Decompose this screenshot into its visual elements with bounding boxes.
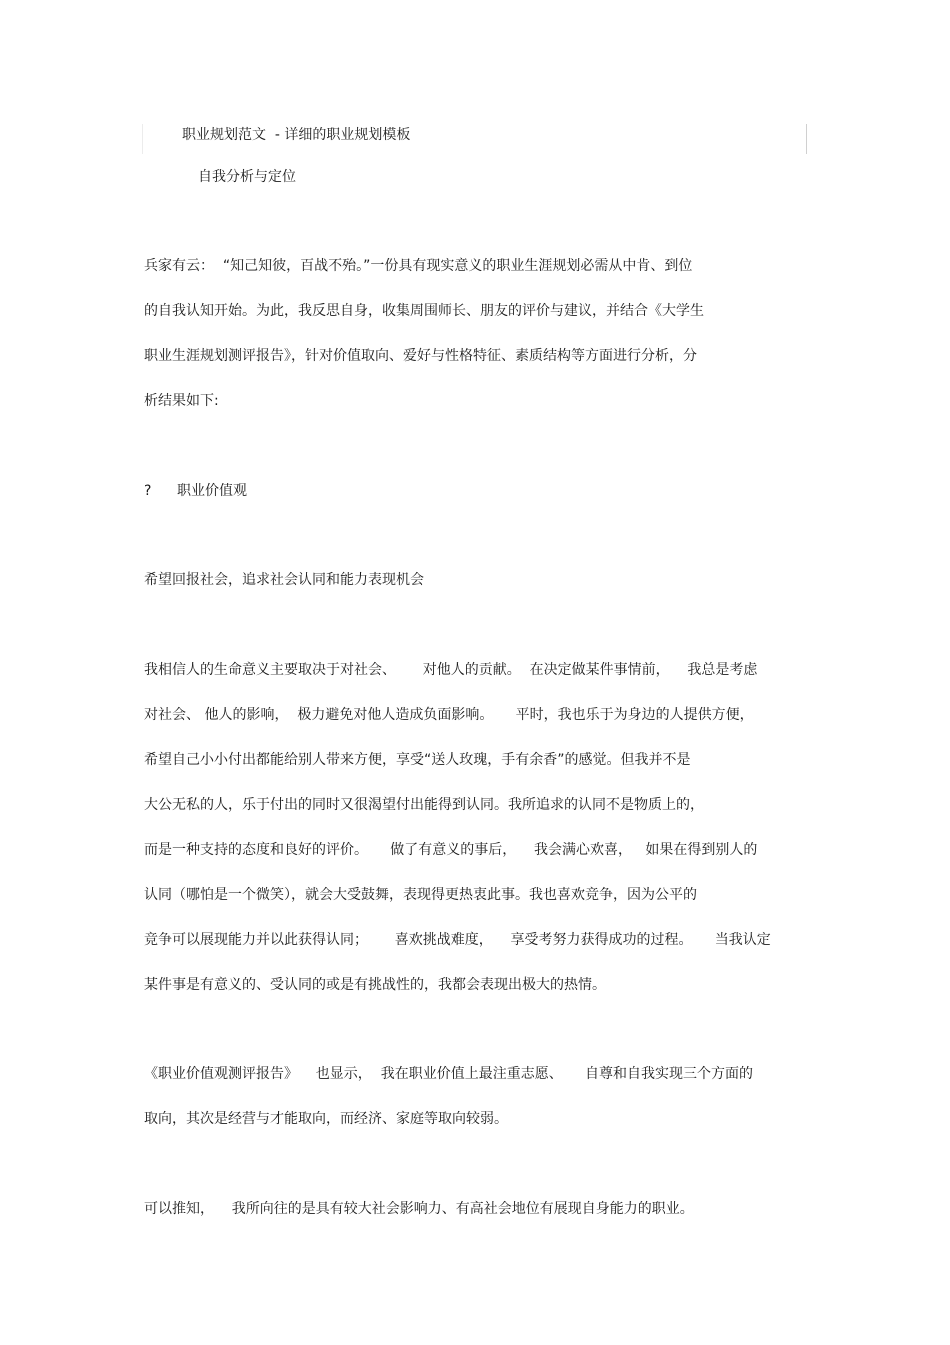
body-line: 大公无私的人，乐于付出的同时又很渴望付出能得到认同。我所追求的认同不是物质上的， [144, 797, 704, 813]
summary-line: 希望回报社会，追求社会认同和能力表现机会 [144, 572, 424, 588]
report-line: 取向，其次是经营与才能取向，而经济、家庭等取向较弱。 [144, 1111, 508, 1127]
body-line: 希望自己小小付出都能给别人带来方便，享受“送人玫瑰，手有余香”的感觉。但我并不是 [144, 752, 691, 768]
intro-line: 的自我认知开始。为此，我反思自身，收集周围师长、朋友的评价与建议，并结合《大学生 [144, 303, 704, 319]
intro-line: 兵家有云： “知己知彼，百战不殆。”一份具有现实意义的职业生涯规划必需从中肯、到位 [144, 258, 693, 274]
body-line: 对社会、 他人的影响， 极力避免对他人造成负面影响。 平时，我也乐于为身边的人提供方便， [144, 707, 754, 723]
intro-line: 析结果如下: [144, 393, 219, 409]
conclusion-line: 可以推知， 我所向往的是具有较大社会影响力、有高社会地位有展现自身能力的职业。 [144, 1201, 694, 1217]
bullet-heading: 职业价值观 [177, 483, 247, 499]
intro-line: 职业生涯规划测评报告》，针对价值取向、爱好与性格特征、素质结构等方面进行分析，分 [144, 348, 697, 364]
body-line: 认同（哪怕是一个微笑），就会大受鼓舞，表现得更热衷此事。我也喜欢竞争，因为公平的 [144, 887, 697, 903]
body-line: 某件事是有意义的、受认同的或是有挑战性的，我都会表现出极大的热情。 [144, 977, 606, 993]
report-line: 《职业价值观测评报告》 也显示， 我在职业价值上最注重志愿、 自尊和自我实现三个方面的 [144, 1066, 753, 1082]
body-line: 我相信人的生命意义主要取决于对社会、 对他人的贡献。 在决定做某件事情前， 我总是考虑 [144, 662, 758, 678]
document-title: 职业规划范文 - 详细的职业规划模板 [182, 127, 411, 143]
body-line: 而是一种支持的态度和良好的评价。 做了有意义的事后， 我会满心欢喜， 如果在得到别人的 [144, 842, 758, 858]
bullet-marker: ? [144, 483, 152, 499]
section-heading: 自我分析与定位 [198, 169, 296, 185]
body-line: 竞争可以展现能力并以此获得认同； 喜欢挑战难度， 享受考努力获得成功的过程。 当我认定 [144, 932, 771, 948]
